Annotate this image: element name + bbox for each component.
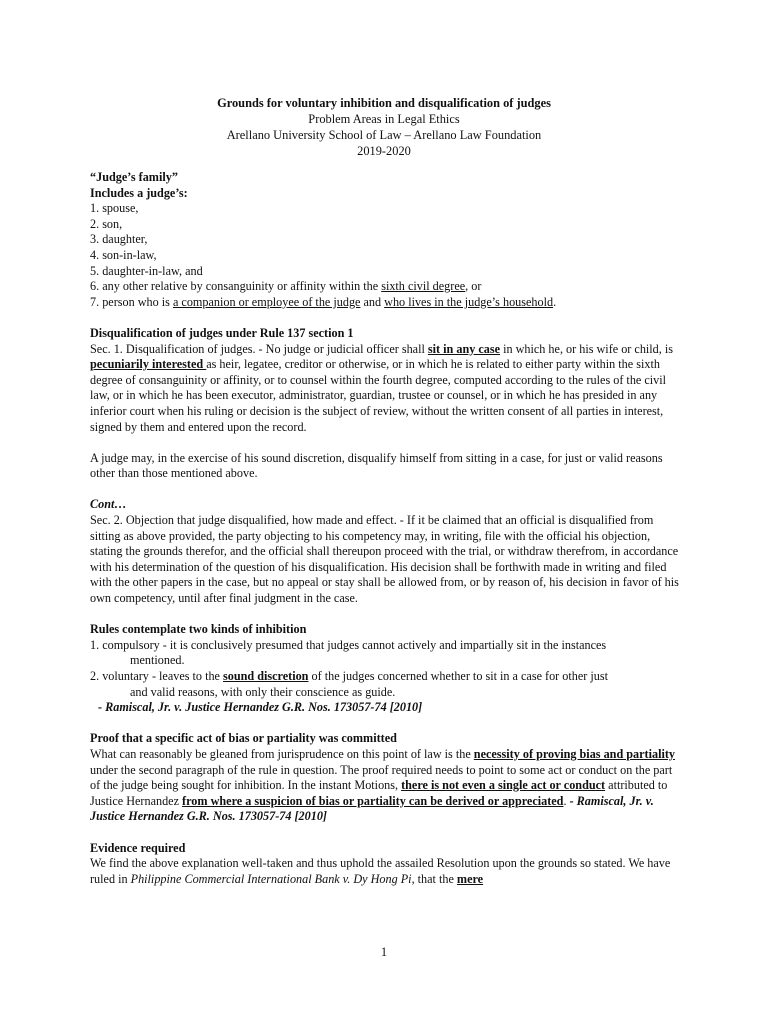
rule137-paragraph: Sec. 1. Disqualification of judges. - No judge or judicial officer shall sit in any case in which he, or his wife or child, is pecuniarily interested as heir, legatee, creditor or otherwise, or in which he is related to either party within the sixth degree of consanguinity or affinity, or to counsel within the fourth degree, computed according to the rules of the civil law, or in which he has been executor, administrator, guardian, trustee or counsel, or in which he has presided in any inferior court when his ruling or decision is the subject of review, without the written consent of all parties in interest, signed by them and entered upon the record. (90, 341, 673, 434)
family-item-7: 7. person who is a companion or employee of the judge and who lives in the judge’s household. (90, 294, 557, 309)
sixth-civil-degree: sixth civil degree (381, 279, 466, 294)
kind-voluntary: 2. voluntary - leaves to the sound discretion of the judges concerned whether to sit in a case for other just (90, 669, 608, 683)
kinds-citation: - Ramiscal, Jr. v. Justice Hernandez G.R. Nos. 173057-74 [2010] (98, 700, 423, 715)
proof-heading: Proof that a specific act of bias or partiality was committed (90, 731, 397, 746)
kind-compulsory: 1. compulsory - it is conclusively presumed that judges cannot actively and impartially sit in the instances (90, 637, 607, 652)
page-number: 1 (380, 945, 388, 959)
sec2-paragraph: Sec. 2. Objection that judge disqualified, how made and effect. - If it be claimed that an official is disqualified from sitting as above provided, the party objecting to his competency may, in writing, file with the official his objection, stating the grounds therefor, and the official shall thereupon proceed with the trial, or withdraw therefrom, in accordance with his determination of the question of his disqualification. His decision shall be forthwith made in writing and filed with the other papers in the case, but no appeal or stay shall be allowed from, or by reason of, his decision in favor of his own competency, until after final judgment in the case. (90, 513, 679, 606)
sound-discretion-paragraph: A judge may, in the exercise of his sound discretion, disqualify himself from sitting in a case, for just or valid reasons other than those mentioned above. (90, 450, 663, 481)
cont-heading: Cont… (90, 497, 127, 512)
family-item: 3. daughter, (90, 232, 148, 247)
evidence-paragraph: We find the above explanation well-taken and thus uphold the assailed Resolution upon the grounds so stated. We have ruled in Philippine Commercial International Bank v. Dy Hong Pi, that the mere (90, 856, 671, 886)
family-item: 5. daughter-in-law, and (90, 263, 203, 278)
family-item: 4. son-in-law, (90, 247, 157, 262)
family-intro: Includes a judge’s: (90, 185, 188, 200)
document-title: Grounds for voluntary inhibition and disqualification of judges (217, 96, 551, 110)
document-header (0, 95, 768, 159)
family-item: 1. spouse, (90, 201, 139, 216)
kinds-heading: Rules contemplate two kinds of inhibition (90, 622, 307, 637)
proof-paragraph: What can reasonably be gleaned from jurisprudence on this point of law is the necessity of proving bias and partiality under the second paragraph of the rule in question. The proof required needs to point to some act or conduct on the part of the judge being sought for inhibition. In the instant Motions, there is not even a single act or conduct attributed to Justice Hernandez from where a suspicion of bias or partiality can be derived or appreciated. - Ramiscal, Jr. v. Justice Hernandez G.R. Nos. 173057-74 [2010] (90, 746, 676, 824)
rule137-heading: Disqualification of judges under Rule 137 section 1 (90, 325, 354, 340)
family-item: 2. son, (90, 216, 123, 231)
school-name: Arellano University School of Law – Arellano Law Foundation (226, 128, 542, 142)
family-heading: “Judge’s family” (90, 170, 178, 184)
evidence-heading: Evidence required (90, 840, 186, 855)
family-item-6: 6. any other relative by consanguinity or affinity within the sixth civil degree, or (90, 279, 482, 294)
kind-compulsory-cont: mentioned. (130, 653, 185, 668)
document-body (90, 170, 680, 887)
school-year: 2019-2020 (357, 144, 411, 158)
document-subtitle: Problem Areas in Legal Ethics (308, 112, 460, 126)
kind-voluntary-cont: and valid reasons, with only their conscience as guide. (130, 684, 396, 699)
